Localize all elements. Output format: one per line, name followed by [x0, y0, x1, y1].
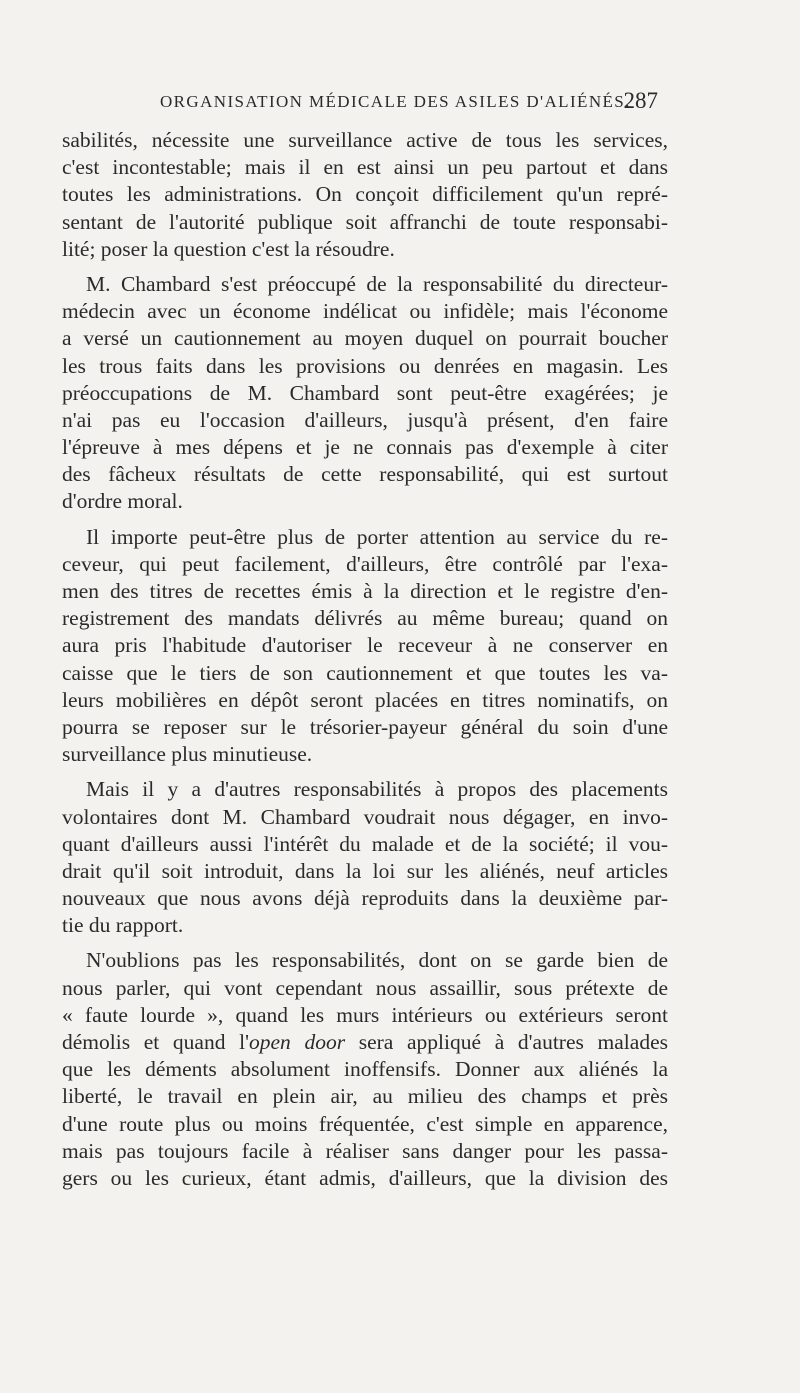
text-line: M. Chambard s'est préoccupé de la responsabilité du directeur- — [86, 271, 668, 296]
text-line: sabilités, nécessite une surveillance active de tous les services, — [62, 128, 668, 152]
text-line: men des titres de recettes émis à la direction et le registre d'en- — [62, 579, 668, 603]
text-line: des fâcheux résultats de cette responsabilité, qui est surtout — [62, 462, 668, 487]
text-line: liberté, le travail en plein air, au milieu des champs et près — [62, 1084, 668, 1109]
text-line: c'est incontestable; mais il en est ainsi un peu partout et dans — [62, 155, 668, 180]
text-line: pourra se reposer sur le trésorier-payeur général du soin d'une — [62, 714, 668, 739]
page-header — [160, 88, 658, 122]
running-title: ORGANISATION MÉDICALE DES ASILES D'ALIÉNÉS. — [160, 92, 631, 111]
text-line: médecin avec un économe indélicat ou infidèle; mais l'économe — [62, 299, 668, 324]
body-text — [62, 127, 668, 1192]
text-line: Il importe peut-être plus de porter attention au service du re- — [86, 524, 668, 549]
text-line: mais pas toujours facile à réaliser sans danger pour les passa- — [62, 1138, 668, 1163]
text-line: a versé un cautionnement au moyen duquel on pourrait boucher — [62, 326, 668, 351]
text-line: toutes les administrations. On conçoit difficilement qu'un repré- — [62, 182, 668, 207]
paragraph-gap — [62, 768, 668, 776]
text-line: sentant de l'autorité publique soit affranchi de toute responsabi- — [62, 209, 668, 234]
text-line: ceveur, qui peut facilement, d'ailleurs, être contrôlé par l'exa- — [62, 551, 668, 576]
text-line: d'ordre moral. — [62, 489, 183, 514]
text-line: nouveaux que nous avons déjà reproduits dans la deuxième par- — [62, 886, 668, 911]
paragraph-gap — [62, 516, 668, 524]
text-line: d'une route plus ou moins fréquentée, c'est simple en apparence, — [62, 1111, 668, 1136]
text-line: quant d'ailleurs aussi l'intérêt du malade et de la société; il vou- — [62, 831, 668, 856]
text-line: l'épreuve à mes dépens et je ne connais pas d'exemple à citer — [62, 435, 668, 460]
text-line: « faute lourde », quand les murs intérieurs ou extérieurs seront — [62, 1002, 668, 1027]
text-line: nous parler, qui vont cependant nous assaillir, sous prétexte de — [62, 975, 668, 1000]
paragraph — [62, 524, 668, 769]
text-line: préoccupations de M. Chambard sont peut-être exagérées; je — [62, 380, 668, 405]
text-line: lité; poser la question c'est la résoudre. — [62, 236, 395, 261]
paragraph — [62, 127, 668, 263]
text-line: Mais il y a d'autres responsabilités à propos des placements — [86, 777, 668, 802]
text-line: volontaires dont M. Chambard voudrait nous dégager, en invo- — [62, 804, 668, 829]
text-line: caisse que le tiers de son cautionnement et que toutes les va- — [62, 660, 668, 685]
text-line: N'oublions pas les responsabilités, dont on se garde bien de — [86, 948, 668, 973]
text-line: que les déments absolument inoffensifs. Donner aux aliénés la — [62, 1057, 668, 1082]
text-line: les trous faits dans les provisions ou denrées en magasin. Les — [62, 353, 668, 378]
text-line: surveillance plus minutieuse. — [62, 742, 313, 767]
text-line: aura pris l'habitude d'autoriser le receveur à ne conserver en — [62, 633, 668, 658]
text-line: leurs mobilières en dépôt seront placées en titres nominatifs, on — [62, 687, 668, 712]
text-line: n'ai pas eu l'occasion d'ailleurs, jusqu'à présent, d'en faire — [62, 407, 668, 432]
text-line: registrement des mandats délivrés au même bureau; quand on — [62, 606, 668, 631]
text-line: démolis et quand l'open door sera appliqué à d'autres malades — [62, 1030, 668, 1054]
paragraph-gap — [62, 939, 668, 947]
text-line: gers ou les curieux, étant admis, d'ailleurs, que la division des — [62, 1165, 668, 1190]
paragraph — [62, 947, 668, 1192]
paragraph — [62, 776, 668, 939]
paragraph — [62, 271, 668, 516]
text-line: drait qu'il soit introduit, dans la loi sur les aliénés, neuf articles — [62, 858, 668, 883]
page-number: 287 — [623, 88, 658, 113]
text-line: tie du rapport. — [62, 913, 184, 938]
paragraph-gap — [62, 263, 668, 271]
